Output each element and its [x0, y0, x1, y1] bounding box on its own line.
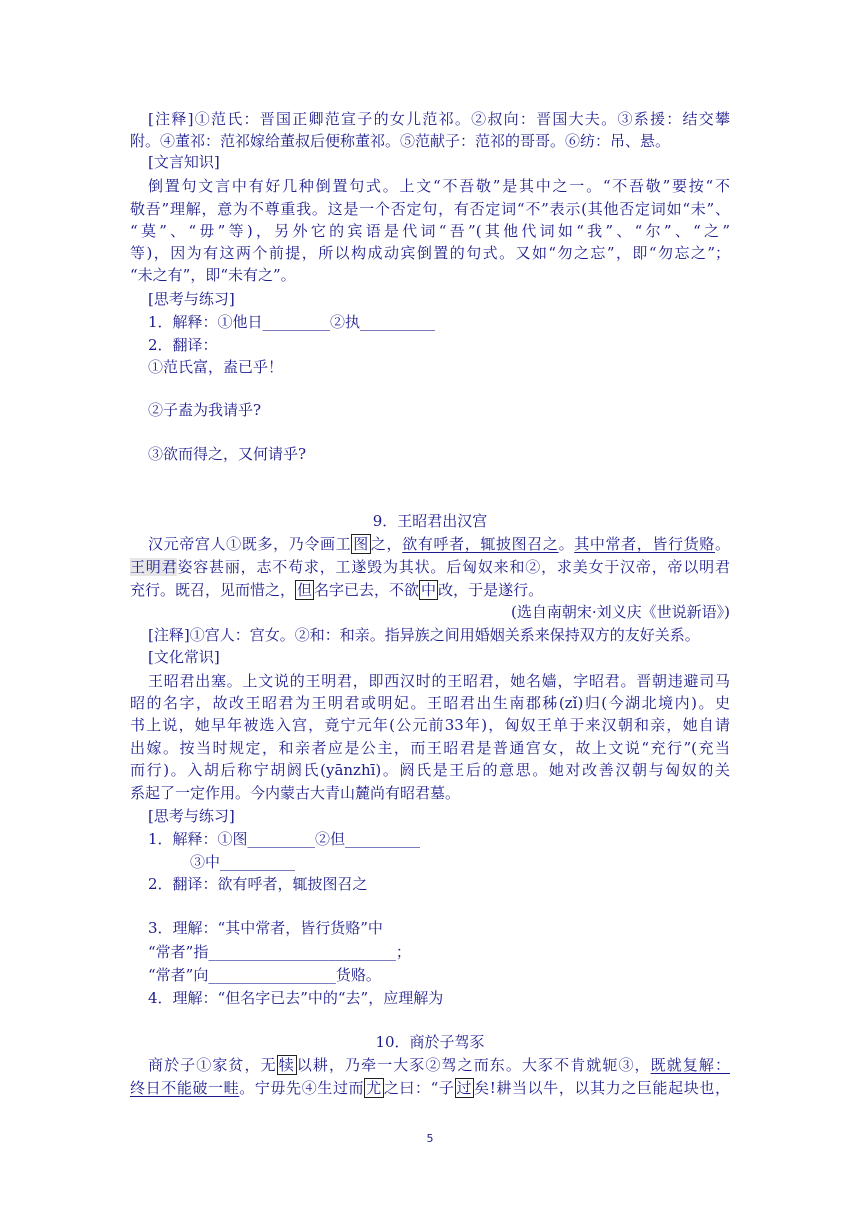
- underlined-sentence: 欲有呼者，辄披图召之: [402, 535, 559, 553]
- boxed-term: 但: [297, 581, 313, 599]
- underlined-sentence: 既就复解：: [650, 1056, 730, 1074]
- paragraph-line: 书上说，她早年被选入宫，竟宁元年(公元前33年)，匈奴王单于来汉朝和亲，她自请: [130, 716, 730, 734]
- paragraph-line: 商於子①家贫，无 犊 以耕，乃牵一大豕②驾之而东。大豕不肯就轭③，既就复解：: [148, 1056, 730, 1074]
- paragraph-line: 倒置句文言中有好几种倒置句式。上文“不吾敬”是其中之一。“不吾敬”要按“不: [148, 177, 730, 195]
- section-header: [文言知识]: [148, 153, 220, 171]
- exercise-question: 2．翻译：欲有呼者，辄披图召之: [148, 875, 368, 893]
- highlighted-name: 王明君: [130, 558, 178, 576]
- paragraph-line: 汉元帝宫人①既多，乃令画工 图 之，欲有呼者，辄披图召之。其中常者，皆行货赂。: [148, 535, 730, 553]
- exercise-question: ③中__________: [190, 853, 296, 871]
- paragraph-line: “未之有”，即“未有之”。: [130, 266, 296, 284]
- exercise-item: ③欲而得之，又何请乎?: [148, 445, 307, 463]
- paragraph-line: 王昭君出塞。上文说的王明君，即西汉时的王昭君，她名嫱，字昭君。晋朝违避司马: [148, 672, 730, 690]
- section-header: [思考与练习]: [148, 807, 235, 825]
- section-title: 10．商於子驾豕: [375, 1033, 485, 1051]
- source-citation: (选自南朝宋·刘义庆《世说新语》): [511, 603, 730, 621]
- section-title: 9．王昭君出汉宫: [372, 512, 488, 530]
- exercise-item: “常者”向_________________货赂。: [148, 966, 381, 984]
- notes-line: 附。④董祁：范祁嫁给董叔后便称董祁。⑤范献子：范祁的哥哥。⑥纺：吊、悬。: [130, 132, 671, 150]
- underlined-sentence: 其中常者，皆行货赂: [574, 535, 715, 553]
- paragraph-line: 系起了一定作用。今内蒙古大青山麓尚有昭君墓。: [130, 784, 461, 802]
- exercise-question: 1．解释：①图_________②但__________: [148, 830, 421, 848]
- paragraph-line: “莫”、“毋”等)，另外它的宾语是代词“吾”(其他代词如“我”、“尔”、“之”: [130, 222, 730, 240]
- paragraph-line: 等)，因为有这两个前提，所以构成动宾倒置的句式。又如“勿之忘”，即“勿忘之”；: [130, 244, 730, 262]
- page-number: 5: [426, 1132, 434, 1145]
- notes-line: [注释]①范氏：晋国正卿范宣子的女儿范祁。②叔向：晋国大夫。③系援：结交攀: [148, 110, 730, 128]
- notes-line: [注释]①宫人：宫女。②和：和亲。指异族之间用婚姻关系来保持双方的友好关系。: [148, 626, 700, 644]
- exercise-question: 2．翻译：: [148, 336, 218, 354]
- section-header: [文化常识]: [148, 648, 220, 666]
- exercise-item: ①范氏富，盍已乎！: [148, 358, 284, 376]
- boxed-term: 尤: [366, 1079, 382, 1097]
- paragraph-line: 而行)。入胡后称宁胡阏氏(yānzhī)。阏氏是王后的意思。她对改善汉朝与匈奴的关: [130, 761, 730, 779]
- boxed-term: 过: [456, 1079, 473, 1097]
- paragraph-line: 出嫁。按当时规定，和亲者应是公主，而王昭君是普通宫女，故上文说“充行”(充当: [130, 739, 730, 757]
- paragraph-line: 昭的名字，故改王昭君为王明君或明妃。王昭君出生南郡秭(zǐ)归(今湖北境内)。史: [130, 694, 730, 712]
- exercise-item: “常者”指_________________________；: [148, 943, 411, 961]
- boxed-term: 图: [353, 535, 369, 553]
- paragraph-line: 敬吾”理解，意为不尊重我。这是一个否定句，有否定词“不”表示(其他否定词如“未”、: [130, 200, 730, 218]
- boxed-term: 犊: [278, 1056, 295, 1074]
- exercise-question: 4．理解：“但名字已去”中的“去”，应理解为: [148, 989, 444, 1007]
- paragraph-line: 终日不能破一畦。宁毋先④生过而 尤 之曰：“子 过 矣!耕当以牛，以其力之巨能起块也，: [130, 1079, 730, 1097]
- paragraph-line: 王明君姿容甚丽，志不苟求，工遂毁为其状。后匈奴来和②，求美女于汉帝，帝以明君: [130, 558, 730, 576]
- paragraph-line: 充行。既召，见而惜之， 但 名字已去，不欲 中 改，于是遂行。: [130, 581, 544, 599]
- section-header: [思考与练习]: [148, 290, 235, 308]
- boxed-term: 中: [421, 581, 437, 599]
- exercise-question: 3．理解：“其中常者，皆行货赂”中: [148, 919, 383, 937]
- underlined-sentence: 终日不能破一畦: [130, 1079, 240, 1097]
- exercise-question: 1．解释：①他日_________②执__________: [148, 313, 436, 331]
- exercise-item: ②子盍为我请乎?: [148, 401, 262, 419]
